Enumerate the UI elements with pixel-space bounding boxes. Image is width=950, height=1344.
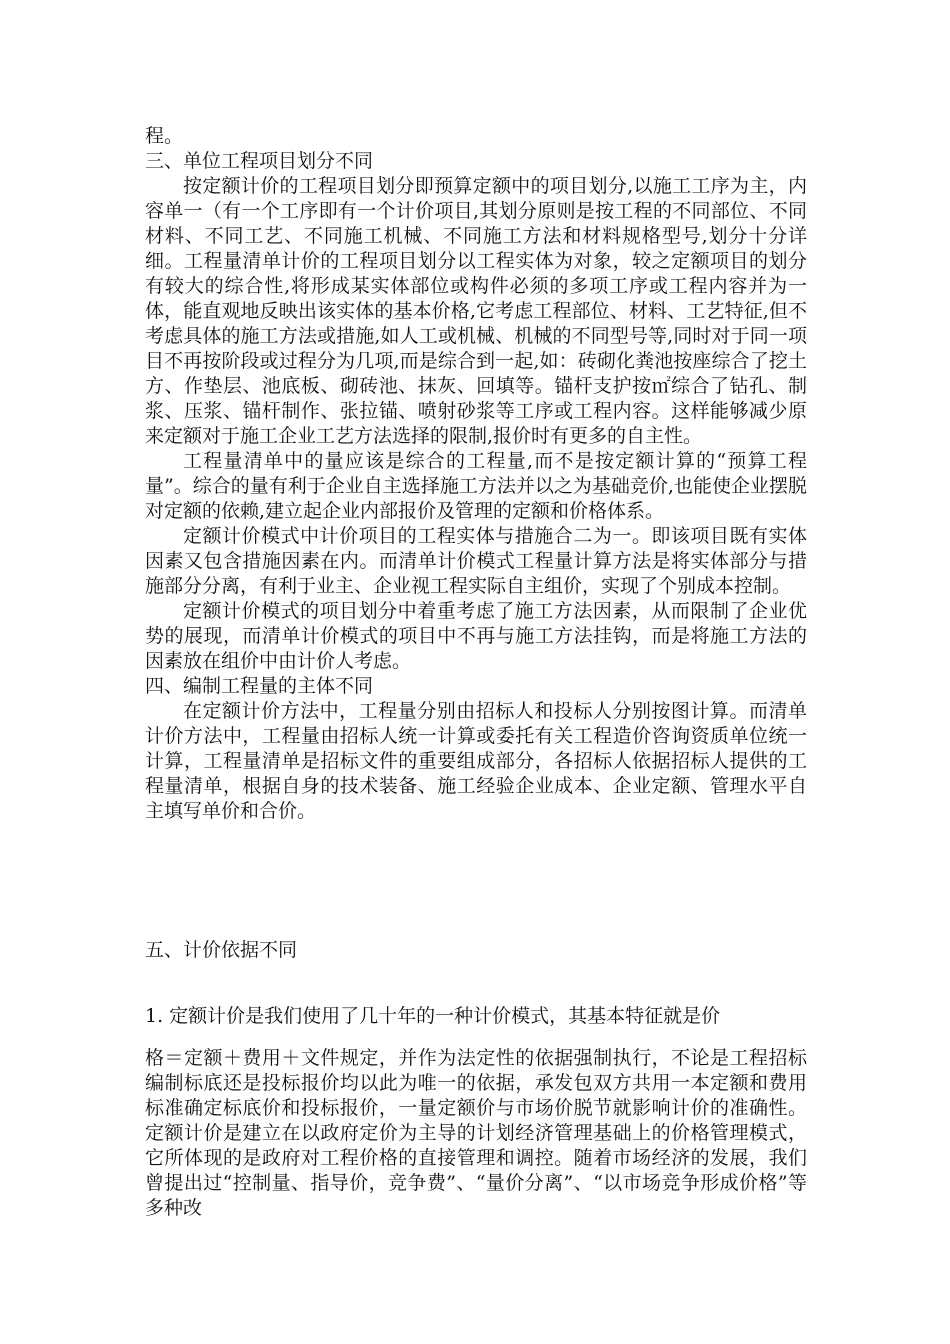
paragraph-item-division: 按定额计价的工程项目划分即预算定额中的项目划分,以施工工序为主，内容单一（有一个工序即有一个计价项目,其划分原则是按工程的不同部位、不同材料、不同工艺、不同施工机械、不同施工方法和材料规格型号,划分十分详细。工程量清单计价的工程项目划分以工程实体为对象，较之定额项目的划分有较大的综合性,将形成某实体部位或构件必须的多项工序或工程内容并为一体，能直观地反映出该实体的基本价格,它考虑工程部位、材料、工艺特征,但不考虑具体的施工方法或措施,如人工或机械、机械的不同型号等,同时对于同一项目不再按阶段或过程分为几项,而是综合到一起,如：砖砌化粪池按座综合了挖土方、作垫层、池底板、砌砖池、抹灰、回填等。锚杆支护按㎡综合了钻孔、制浆、压浆、锚杆制作、张拉锚、喷射砂浆等工序或工程内容。这样能够减少原来定额对于施工企业工艺方法选择的限制,报价时有更多的自主性。 — [145, 175, 807, 447]
text-block-list-item — [145, 1004, 807, 1029]
section-heading-5: 五、计价依据不同 — [145, 939, 298, 961]
text-block-pricing-basis — [145, 1046, 807, 1221]
text-block-main — [145, 124, 807, 824]
paragraph-construction-method: 定额计价模式的项目划分中着重考虑了施工方法因素，从而限制了企业优势的展现，而清单计价模式的项目中不再与施工方法挂钩，而是将施工方法的因素放在组价中由计价人考虑。 — [145, 600, 807, 672]
paragraph-pricing-basis: 格＝定额＋费用＋文件规定，并作为法定性的依据强制执行，不论是工程招标编制标底还是投标报价均以此为唯一的依据，承发包双方共用一本定额和费用标准确定标底价和投标报价，一量定额价与市场价脱节就影响计价的准确性。定额计价是建立在以政府定价为主导的计划经济管理基础上的价格管理模式，它所体现的是政府对工程价格的直接管理和调控。随着市场经济的发展，我们曾提出过“控制量、指导价，竞争费”、“量价分离”、“以市场竞争形成价格”等多种改 — [145, 1047, 807, 1219]
paragraph-comprehensive-quantity: 工程量清单中的量应该是综合的工程量,而不是按定额计算的“预算工程量”。综合的量有利于企业自主选择施工方法并以之为基础竞价,也能使企业摆脱对定额的依赖,建立起企业内部报价及管理的定额和价格体系。 — [145, 450, 807, 522]
paragraph-entity-measures: 定额计价模式中计价项目的工程实体与措施合二为一。即该项目既有实体因素又包含措施因素在内。而清单计价模式工程量计算方法是将实体部分与措施部分分离，有利于业主、企业视工程实际自主组价，实现了个别成本控制。 — [145, 525, 807, 597]
section-heading-4: 四、编制工程量的主体不同 — [145, 675, 374, 697]
paragraph-quantity-subject: 在定额计价方法中，工程量分别由招标人和投标人分别按图计算。而清单计价方法中，工程量由招标人统一计算或委托有关工程造价咨询资质单位统一计算，工程量清单是招标文件的重要组成部分，各招标人依据招标人提供的工程量清单，根据自身的技术装备、施工经验企业成本、企业定额、管理水平自主填写单价和合价。 — [145, 700, 807, 822]
section-heading-3: 三、单位工程项目划分不同 — [145, 150, 374, 172]
text-block-heading-5 — [145, 938, 807, 963]
list-item-1: 1. 定额计价是我们使用了几十年的一种计价模式，其基本特征就是价 — [145, 1005, 721, 1027]
paragraph-continuation: 程。 — [145, 125, 184, 147]
